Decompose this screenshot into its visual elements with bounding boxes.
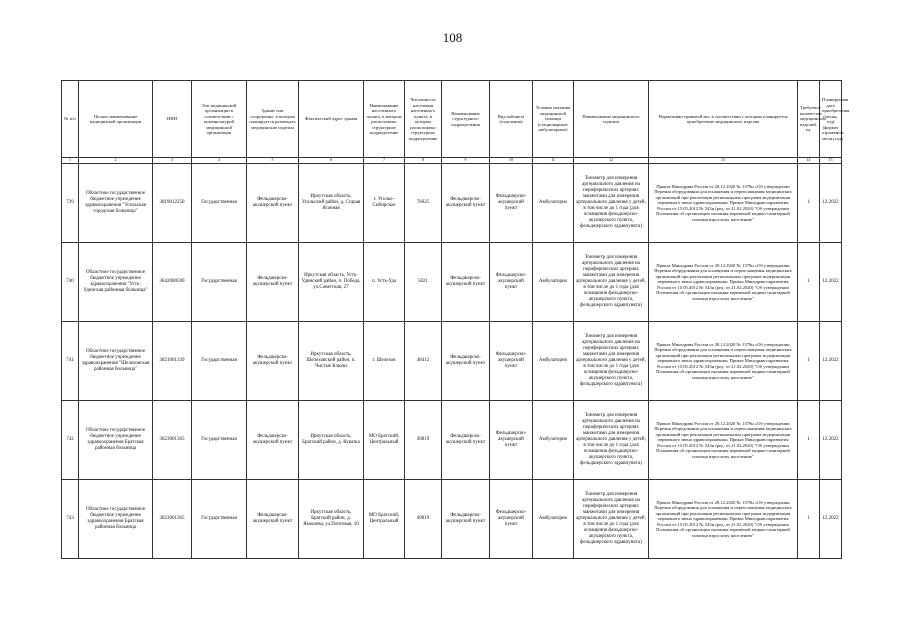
legal-basis: Приказ Минздрава России от 28.12.2020 № 1379н «Об утверждении Перечня оборудования для оснащения и переоснащения медицинских организаций при реализации региональных программ модернизации первичного звена здравоохранения» Приказ Минздравсоцразвития России от 15.05.2012 № 543н (ред. от 21.02.2020) "Об утверждении Положения об организации оказания первичной медико-санитарной помощи взрослому населению"	[649, 480, 798, 559]
header-cell: ИНН	[153, 81, 192, 158]
header-cell: Вид кабинета (отделения)	[490, 81, 533, 158]
conditions: Амбулаторно	[533, 401, 574, 480]
organization-name: Областное государственное бюджетное учреждение здравоохранения "Усть-Удинская районная больница"	[79, 243, 153, 322]
device: Тонометр для измерения артериального давления на периферических артериях манжетами для измерения артериального давления у детей, в том числе до 1 года (для оснащения фельдшерско-акушерского пункта, фельдшерского здравпункта)	[574, 401, 649, 480]
conditions: Амбулаторно	[533, 322, 574, 401]
unit: Фельдшерско-акушерский пункт	[442, 322, 490, 401]
quantity: 1	[798, 401, 820, 480]
device: Тонометр для измерения артериального давления на периферических артериях манжетами для измерения артериального давления у детей, в том числе до 1 года (для оснащения фельдшерско-акушерского пункта, фельдшерского здравпункта)	[574, 480, 649, 559]
header-cell: Численность населения населенного пункта, в котором расположено структурное подразделение	[405, 81, 442, 158]
legal-basis: Приказ Минздрава России от 28.12.2020 № 1379н «Об утверждении Перечня оборудования для оснащения и переоснащения медицинских организаций при реализации региональных программ модернизации первичного звена здравоохранения» Приказ Минздравсоцразвития России от 15.05.2012 № 543н (ред. от 21.02.2020) "Об утверждении Положения об организации оказания первичной медико-санитарной помощи взрослому населению"	[649, 243, 798, 322]
cabinet: Фельдшерско-акушерский пункт	[490, 401, 533, 480]
legal-basis: Приказ Минздрава России от 28.12.2020 № 1379н «Об утверждении Перечня оборудования для оснащения и переоснащения медицинских организаций при реализации региональных программ модернизации первичного звена здравоохранения» Приказ Минздравсоцразвития России от 15.05.2012 № 543н (ред. от 21.02.2020) "Об утверждении Положения об организации оказания первичной медико-санитарной помощи взрослому населению"	[649, 322, 798, 401]
address: Иркутская область, Братский район, д. Куватка	[299, 401, 364, 480]
org-type: Государственная	[192, 401, 247, 480]
table-row	[62, 164, 842, 243]
header-cell: Наименование медицинского изделия	[574, 81, 649, 158]
column-number: 11	[533, 158, 574, 164]
page-number: 108	[442, 30, 463, 45]
device: Тонометр для измерения артериального давления на периферических артериях манжетами для измерения артериального давления у детей, в том числе до 1 года (для оснащения фельдшерско-акушерского пункта, фельдшерского здравпункта)	[574, 322, 649, 401]
population: 5021	[405, 243, 442, 322]
building: Фельдшерско-акушерский пункт	[247, 401, 299, 480]
address: Иркутская область, Братский район, д. Яковлева, ул.Почтовая, 10	[299, 480, 364, 559]
row-number: 740	[62, 243, 79, 322]
quantity: 1	[798, 480, 820, 559]
quantity: 1	[798, 164, 820, 243]
device: Тонометр для измерения артериального давления на периферических артериях манжетами для измерения артериального давления у детей, в том числе до 1 года (для оснащения фельдшерско-акушерского пункта, фельдшерского здравпункта)	[574, 243, 649, 322]
row-number: 741	[62, 322, 79, 401]
column-number: 13	[649, 158, 798, 164]
header-cell: Требуемое количество медицинских изделий, ед.	[798, 81, 820, 158]
column-number: 10	[490, 158, 533, 164]
table-body	[62, 164, 842, 559]
building: Фельдшерско-акушерский пункт	[247, 322, 299, 401]
header-cell: Тип медицинской организации в соответствии с номенклатурой медицинской организации	[192, 81, 247, 158]
legal-basis: Приказ Минздрава России от 28.12.2020 № 1379н «Об утверждении Перечня оборудования для оснащения и переоснащения медицинских организаций при реализации региональных программ модернизации первичного звена здравоохранения» Приказ Минздравсоцразвития России от 15.05.2012 № 543н (ред. от 21.02.2020) "Об утверждении Положения об организации оказания первичной медико-санитарной помощи взрослому населению"	[649, 401, 798, 480]
locality: г. Шелехов	[364, 322, 405, 401]
quantity: 1	[798, 243, 820, 322]
column-number: 1	[62, 158, 79, 164]
row-number: 739	[62, 164, 79, 243]
building: Фельдшерско-акушерский пункт	[247, 243, 299, 322]
header-cell: Фактический адрес здания	[299, 81, 364, 158]
cabinet: Фельдшерско-акушерский пункт	[490, 480, 533, 559]
address: Иркутская область, Усть-Удинский район, п. Победа, ул.Советская, 27	[299, 243, 364, 322]
column-number: 9	[442, 158, 490, 164]
inn: 3823001365	[153, 401, 192, 480]
org-type: Государственная	[192, 480, 247, 559]
organization-name: Областное государственное бюджетное учреждение здравоохранения Братская районная больница	[79, 401, 153, 480]
row-number: 742	[62, 401, 79, 480]
table-header	[62, 81, 850, 164]
header-cell: Планируемая дата приобретения (месяц, год) (формат отражения: месяц.год)	[820, 81, 842, 158]
purchase-date: 12.2022	[820, 401, 842, 480]
table-row	[62, 243, 842, 322]
cabinet: Фельдшерско-акушерский пункт	[490, 164, 533, 243]
column-number: 15	[820, 158, 842, 164]
unit: Фельдшерско-акушерский пункт	[442, 243, 490, 322]
cabinet: Фельдшерско-акушерский пункт	[490, 322, 533, 401]
purchase-date: 12.2022	[820, 243, 842, 322]
inn: 3842000590	[153, 243, 192, 322]
conditions: Амбулаторно	[533, 480, 574, 559]
quantity: 1	[798, 322, 820, 401]
header-cell: Полное наименование медицинской организации	[79, 81, 153, 158]
population: 49819	[405, 480, 442, 559]
locality: МО Братский, Центральный	[364, 401, 405, 480]
registry-table	[61, 80, 850, 559]
conditions: Амбулаторно	[533, 243, 574, 322]
building: Фельдшерско-акушерский пункт	[247, 480, 299, 559]
unit: Фельдшерско-акушерский пункт	[442, 401, 490, 480]
column-number: 7	[364, 158, 405, 164]
unit: Фельдшерско-акушерский пункт	[442, 480, 490, 559]
header-cell: Наименование населенного пункта, в котором расположено структурное подразделение	[364, 81, 405, 158]
purchase-date: 12.2022	[820, 164, 842, 243]
inn: 3819012250	[153, 164, 192, 243]
column-number: 2	[79, 158, 153, 164]
inn: 3821001339	[153, 322, 192, 401]
device: Тонометр для измерения артериального давления на периферических артериях манжетами для измерения артериального давления у детей, в том числе до 1 года (для оснащения фельдшерско-акушерского пункта, фельдшерского здравпункта)	[574, 164, 649, 243]
column-number: 6	[299, 158, 364, 164]
population: 48412	[405, 322, 442, 401]
row-number: 743	[62, 480, 79, 559]
locality: п. Усть-Уда	[364, 243, 405, 322]
column-number: 14	[798, 158, 820, 164]
organization-name: Областное государственное бюджетное учреждение здравоохранения Братская районная больница	[79, 480, 153, 559]
legal-basis: Приказ Минздрава России от 28.12.2020 № 1379н «Об утверждении Перечня оборудования для оснащения и переоснащения медицинских организаций при реализации региональных программ модернизации первичного звена здравоохранения» Приказ Минздравсоцразвития России от 15.05.2012 № 543н (ред. от 21.02.2020) "Об утверждении Положения об организации оказания первичной медико-санитарной помощи взрослому населению"	[649, 164, 798, 243]
column-number: 12	[574, 158, 649, 164]
column-number: 4	[192, 158, 247, 164]
table-row	[62, 480, 842, 559]
header-cell: Наименование структурного подразделения	[442, 81, 490, 158]
column-number: 8	[405, 158, 442, 164]
cabinet: Фельдшерско-акушерский пункт	[490, 243, 533, 322]
address: Иркутская область, Шелеховский район, п. Чистые Ключи	[299, 322, 364, 401]
column-number: 5	[247, 158, 299, 164]
header-cell: № п/п	[62, 81, 79, 158]
unit: Фельдшерско-акушерский пункт	[442, 164, 490, 243]
header-cell: Здание или сооружение, в котором планируется размещать медицинские изделия	[247, 81, 299, 158]
population: 49819	[405, 401, 442, 480]
org-type: Государственная	[192, 164, 247, 243]
org-type: Государственная	[192, 243, 247, 322]
table-row	[62, 322, 842, 401]
column-number: 3	[153, 158, 192, 164]
purchase-date: 12.2022	[820, 480, 842, 559]
building: Фельдшерско-акушерский пункт	[247, 164, 299, 243]
population: 76625	[405, 164, 442, 243]
header-cell: Условия оказания медицинской помощи (стационарные/амбулаторные)	[533, 81, 574, 158]
locality: МО Братский, Центральный	[364, 480, 405, 559]
conditions: Амбулаторно	[533, 164, 574, 243]
organization-name: Областное государственное бюджетное учреждение здравоохранения "Шелеховская районная больница"	[79, 322, 153, 401]
organization-name: Областное государственное бюджетное учреждение здравоохранения "Усольская городская больница"	[79, 164, 153, 243]
table-row	[62, 401, 842, 480]
address: Иркутская область, Усольский район, д. Старая Ясачная	[299, 164, 364, 243]
org-type: Государственная	[192, 322, 247, 401]
purchase-date: 12.2022	[820, 322, 842, 401]
locality: г. Усолье-Сибирское	[364, 164, 405, 243]
inn: 3823001365	[153, 480, 192, 559]
header-cell: Нормативно-правовой акт, в соответствии с которым планируется приобретение медицинского изделия	[649, 81, 798, 158]
